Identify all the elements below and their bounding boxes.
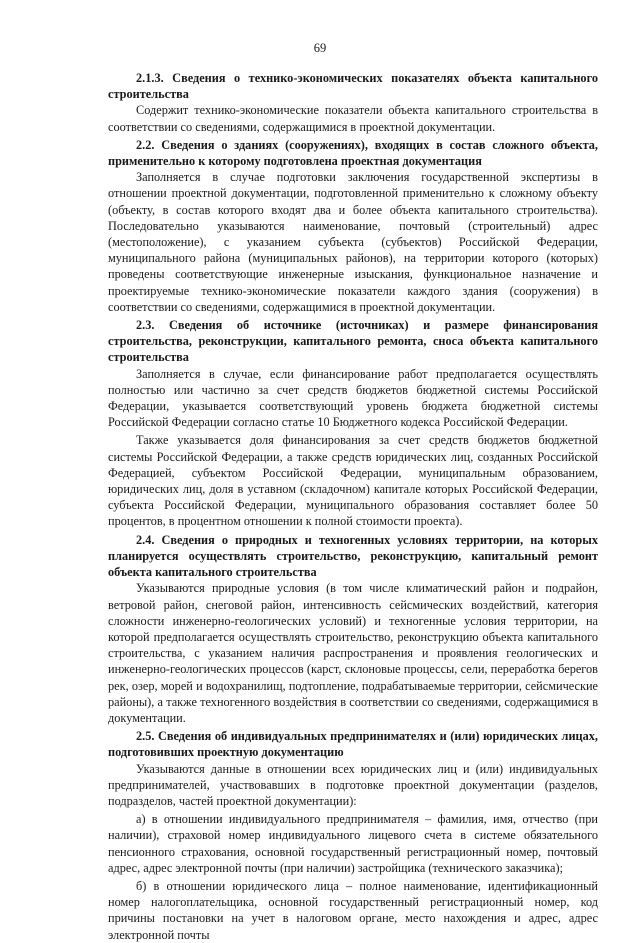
heading-2-3: 2.3. Сведения об источнике (источниках) и размере финансирования строительства, реконструкции, капитального ремонта, сноса объекта капитального строительства [108, 318, 598, 365]
heading-2-1-3: 2.1.3. Сведения о технико-экономических показателях объекта капитального строительства [108, 71, 598, 102]
list-item-a: а) в отношении индивидуального предпринимателя – фамилия, имя, отчество (при наличии), страховой номер индивидуального лицевого счета в системе обязательного пенсионного страхования, основной государственный регистрационный номер, почтовый адрес, адрес электронной почты (при наличии) застройщика (технического заказчика); [108, 812, 598, 875]
body-paragraph: Указываются природные условия (в том числе климатический район и подрайон, ветровой район, снеговой район, интенсивность сейсмических воздействий, категория сложности инженерно-геологических условий) и техногенные условия территории, на которой предполагается осуществлять строительство, реконструкцию объекта капитального строительства, с указанием наличия распространения и проявления геологических и инженерно-геологических процессов (карст, склоновые процессы, сели, переработка берегов рек, озер, морей и водохранилищ, подтопление, подрабатываемые территории, сейсмические районы), а также техногенного воздействия в соответствии со сведениями, содержащимися в документации. [108, 581, 598, 725]
heading-2-4: 2.4. Сведения о природных и техногенных условиях территории, на которых планируется осуществлять строительство, реконструкцию, капитальный ремонт объекта капитального строительства [108, 532, 598, 580]
page-number: 69 [313, 41, 327, 55]
document-body [108, 70, 598, 943]
heading-2-5: 2.5. Сведения об индивидуальных предпринимателях и (или) юридических лицах, подготовивших проектную документацию [108, 729, 598, 760]
body-paragraph: Также указывается доля финансирования за счет средств бюджетов бюджетной системы Российской Федерации, а также средств юридических лиц, созданных Российской Федерацией, субъектом Российской Федерации, муниципальным образованием, юридических лиц, доля в уставном (складочном) капитале которых Российской Федерации, субъекта Российской Федерации, муниципального образования составляет более 50 процентов, в процентном отношении к полной стоимости проекта). [108, 433, 598, 529]
heading-2-2: 2.2. Сведения о зданиях (сооружениях), входящих в состав сложного объекта, применительно к которому подготовлена проектная документация [108, 137, 598, 169]
body-paragraph: Содержит технико-экономические показатели объекта капитального строительства в соответствии со сведениями, содержащимися в проектной документации. [108, 103, 598, 134]
body-paragraph: Указываются данные в отношении всех юридических лиц и (или) индивидуальных предпринимателей, участвовавших в подготовке проектной документации (разделов, подразделов, частей проектной документации): [108, 761, 598, 808]
body-paragraph: Заполняется в случае подготовки заключения государственной экспертизы в отношении проектной документации, подготовленной применительно к сложному объекту (объекту, в состав которого входят два и более объекта капитального строительства). Последовательно указываются наименование, почтовый (строительный) адрес (местоположение), с указанием субъекта (субъектов) Российской Федерации, муниципального района (муниципальных районов), на территории которого (которых) проведены соответствующие инженерные изыскания, функциональное назначение и проектируемые технико-экономические показатели каждого здания (сооружения) в соответствии со сведениями, содержащимися в проектной документации. [108, 170, 598, 314]
list-item-b: б) в отношении юридического лица – полное наименование, идентификационный номер налогоплательщика, основной государственный регистрационный номер, код причины постановки на учет в налоговом органе, место нахождения и адрес, адрес электронной почты [108, 878, 598, 942]
body-paragraph: Заполняется в случае, если финансирование работ предполагается осуществлять полностью или частично за счет средств бюджетов бюджетной системы Российской Федерации, указывается соответствующий уровень бюджета бюджетной системы Российской Федерации согласно статье 10 Бюджетного кодекса Российской Федерации. [108, 366, 598, 430]
